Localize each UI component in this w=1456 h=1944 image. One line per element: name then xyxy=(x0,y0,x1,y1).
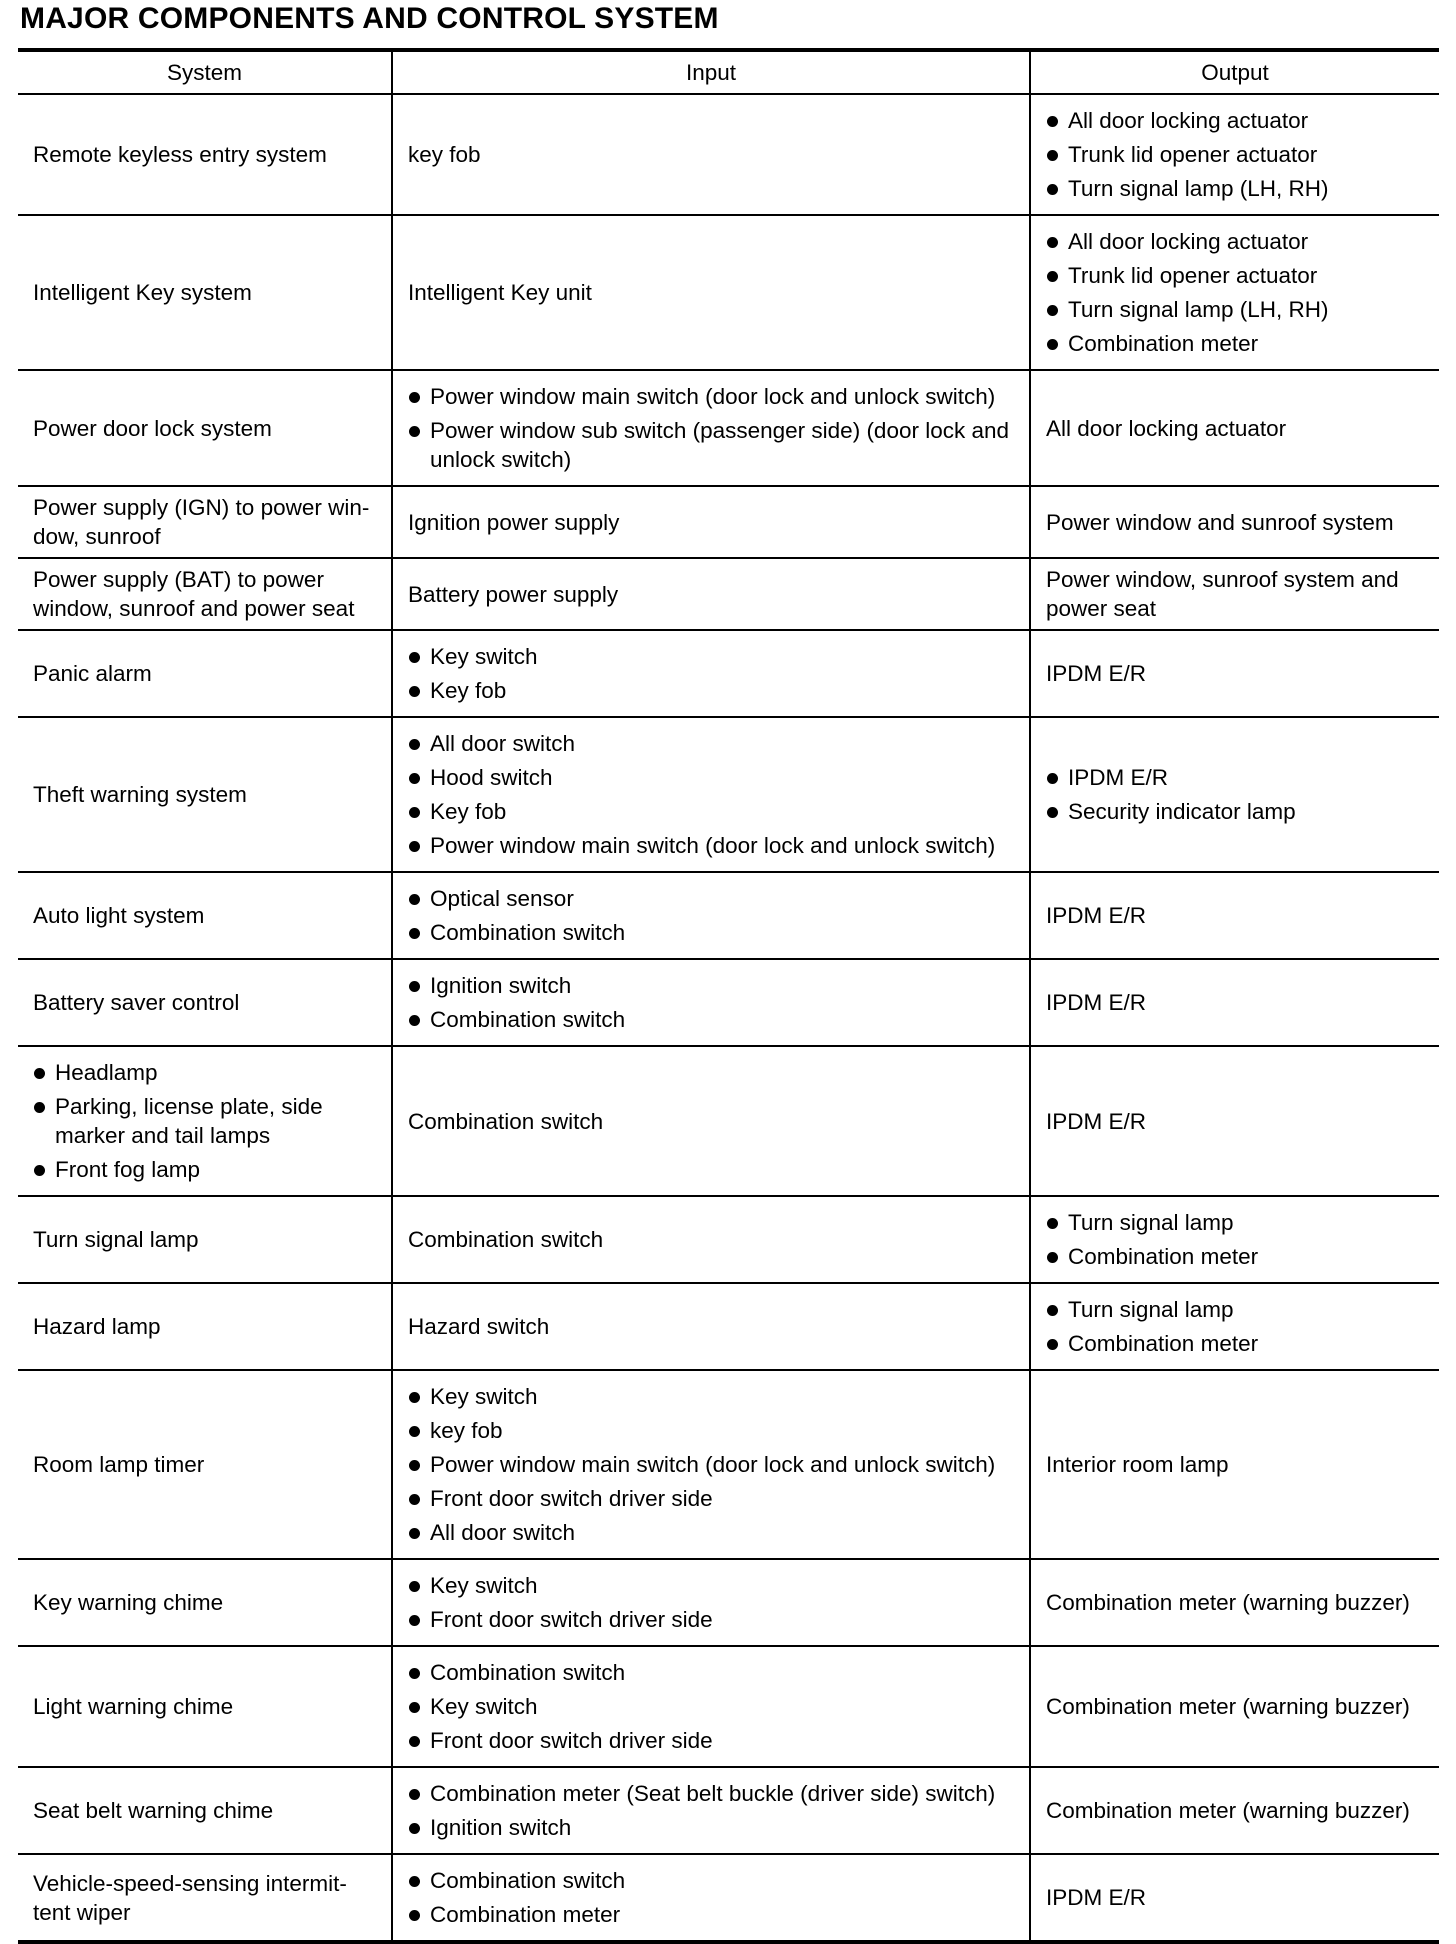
bullet-item: Power window main switch (door lock and unlock switch) xyxy=(408,831,1023,860)
table-row xyxy=(18,558,1439,630)
input-cell xyxy=(392,717,1030,872)
bullet-item: Turn signal lamp (LH, RH) xyxy=(1046,174,1433,203)
table-row xyxy=(18,1196,1439,1283)
bullet-item: Turn signal lamp (LH, RH) xyxy=(1046,295,1433,324)
system-cell xyxy=(18,94,392,215)
input-cell xyxy=(392,959,1030,1046)
bullet-item: Combination switch xyxy=(408,918,1023,947)
input-cell xyxy=(392,872,1030,959)
system-bullet-list xyxy=(33,1058,385,1184)
bullet-item: All door locking actuator xyxy=(1046,227,1433,256)
bullet-item: Key switch xyxy=(408,1692,1023,1721)
output-bullet-list xyxy=(1046,227,1433,358)
system-text: Battery saver control xyxy=(33,990,240,1015)
table-row xyxy=(18,486,1439,558)
bullet-item: Combination meter (Seat belt buckle (driver side) switch) xyxy=(408,1779,1023,1808)
table-row xyxy=(18,959,1439,1046)
header-output: Output xyxy=(1030,50,1439,94)
system-cell xyxy=(18,1370,392,1559)
system-cell xyxy=(18,872,392,959)
output-cell xyxy=(1030,1370,1439,1559)
input-bullet-list xyxy=(408,1779,1023,1842)
input-cell xyxy=(392,1646,1030,1767)
input-cell xyxy=(392,558,1030,630)
bullet-item: Front door switch driver side xyxy=(408,1726,1023,1755)
input-bullet-list xyxy=(408,1571,1023,1634)
input-cell xyxy=(392,94,1030,215)
output-bullet-list xyxy=(1046,763,1433,826)
output-text: IPDM E/R xyxy=(1046,1108,1147,1134)
output-text: Combination meter (warning buzzer) xyxy=(1046,1694,1410,1719)
system-text: Light warning chime xyxy=(33,1694,234,1719)
system-cell xyxy=(18,1854,392,1942)
bullet-item: Key fob xyxy=(408,676,1023,705)
output-cell xyxy=(1030,1283,1439,1370)
input-cell xyxy=(392,1196,1030,1283)
system-cell xyxy=(18,1283,392,1370)
input-text: Hazard switch xyxy=(408,1314,550,1339)
bullet-item: Combination meter xyxy=(1046,1242,1433,1271)
bullet-item: Combination meter xyxy=(1046,1329,1433,1358)
bullet-item: Headlamp xyxy=(33,1058,385,1087)
system-cell xyxy=(18,959,392,1046)
output-text: IPDM E/R xyxy=(1046,1885,1147,1910)
input-cell xyxy=(392,215,1030,370)
input-bullet-list xyxy=(408,642,1023,705)
input-cell xyxy=(392,1283,1030,1370)
input-bullet-list xyxy=(408,1658,1023,1755)
input-cell xyxy=(392,1854,1030,1942)
bullet-item: All door locking actuator xyxy=(1046,106,1433,135)
output-cell xyxy=(1030,959,1439,1046)
input-text: Battery power supply xyxy=(408,581,619,607)
bullet-item: Key fob xyxy=(408,797,1023,826)
output-text: Power window, sunroof system and power seat xyxy=(1046,567,1399,621)
output-cell xyxy=(1030,1646,1439,1767)
bullet-item: Optical sensor xyxy=(408,884,1023,913)
input-cell xyxy=(392,1046,1030,1196)
output-text: IPDM E/R xyxy=(1046,990,1147,1015)
input-bullet-list xyxy=(408,1866,1023,1929)
output-cell xyxy=(1030,1046,1439,1196)
output-cell xyxy=(1030,94,1439,215)
output-cell xyxy=(1030,630,1439,717)
output-cell xyxy=(1030,486,1439,558)
bullet-item: Ignition switch xyxy=(408,1813,1023,1842)
components-table xyxy=(18,48,1439,1944)
table-row xyxy=(18,1283,1439,1370)
input-cell xyxy=(392,1370,1030,1559)
bullet-item: Combination switch xyxy=(408,1866,1023,1895)
table-row xyxy=(18,1370,1439,1559)
bullet-item: Combination meter xyxy=(408,1900,1023,1929)
bullet-item: Key switch xyxy=(408,1382,1023,1411)
output-text: IPDM E/R xyxy=(1046,661,1147,686)
output-cell xyxy=(1030,370,1439,486)
input-cell xyxy=(392,370,1030,486)
bullet-item: Front door switch driver side xyxy=(408,1605,1023,1634)
bullet-item: Front door switch driver side xyxy=(408,1484,1023,1513)
bullet-item: Trunk lid opener actuator xyxy=(1046,261,1433,290)
output-text: Combination meter (warning buzzer) xyxy=(1046,1590,1410,1615)
output-bullet-list xyxy=(1046,1295,1433,1358)
table-row xyxy=(18,370,1439,486)
input-bullet-list xyxy=(408,1382,1023,1547)
bullet-item: Ignition switch xyxy=(408,971,1023,1000)
system-cell xyxy=(18,1646,392,1767)
system-text: Power supply (IGN) to power win- dow, sunroof xyxy=(33,495,370,549)
bullet-item: Security indicator lamp xyxy=(1046,797,1433,826)
output-bullet-list xyxy=(1046,106,1433,203)
header-system: System xyxy=(18,50,392,94)
output-cell xyxy=(1030,1559,1439,1646)
output-cell xyxy=(1030,558,1439,630)
system-text: Theft warning system xyxy=(33,782,247,807)
system-text: Vehicle-speed-sensing intermit- tent wiper xyxy=(33,1870,347,1925)
input-text: key fob xyxy=(408,142,481,167)
input-bullet-list xyxy=(408,971,1023,1034)
system-text: Room lamp timer xyxy=(33,1452,205,1477)
output-cell xyxy=(1030,872,1439,959)
output-cell xyxy=(1030,1767,1439,1854)
system-cell xyxy=(18,630,392,717)
system-cell xyxy=(18,370,392,486)
bullet-item: Combination meter xyxy=(1046,329,1433,358)
system-cell xyxy=(18,1196,392,1283)
output-text: Power window and sunroof system xyxy=(1046,509,1394,535)
bullet-item: All door switch xyxy=(408,1518,1023,1547)
table-body xyxy=(18,94,1439,1942)
table-row xyxy=(18,1854,1439,1942)
system-cell xyxy=(18,1046,392,1196)
system-text: Remote keyless entry system xyxy=(33,142,327,167)
page-title: MAJOR COMPONENTS AND CONTROL SYSTEM xyxy=(20,2,719,35)
input-text: Ignition power supply xyxy=(408,509,620,535)
table-row xyxy=(18,630,1439,717)
table-row xyxy=(18,872,1439,959)
input-cell xyxy=(392,486,1030,558)
bullet-item: Turn signal lamp xyxy=(1046,1208,1433,1237)
bullet-item: key fob xyxy=(408,1416,1023,1445)
system-text: Panic alarm xyxy=(33,661,152,686)
output-cell xyxy=(1030,1196,1439,1283)
output-cell xyxy=(1030,1854,1439,1942)
input-cell xyxy=(392,630,1030,717)
bullet-item: Front fog lamp xyxy=(33,1155,385,1184)
bullet-item: Parking, license plate, side marker and tail lamps xyxy=(33,1092,385,1150)
bullet-item: Hood switch xyxy=(408,763,1023,792)
system-text: Turn signal lamp xyxy=(33,1227,199,1252)
output-cell xyxy=(1030,717,1439,872)
table-row xyxy=(18,215,1439,370)
output-text: IPDM E/R xyxy=(1046,903,1147,928)
input-cell xyxy=(392,1767,1030,1854)
bullet-item: Trunk lid opener actuator xyxy=(1046,140,1433,169)
system-cell xyxy=(18,215,392,370)
table-row xyxy=(18,1646,1439,1767)
input-bullet-list xyxy=(408,382,1023,474)
header-input: Input xyxy=(392,50,1030,94)
input-bullet-list xyxy=(408,729,1023,860)
system-cell xyxy=(18,486,392,558)
bullet-item: All door switch xyxy=(408,729,1023,758)
bullet-item: Key switch xyxy=(408,1571,1023,1600)
bullet-item: Power window main switch (door lock and unlock switch) xyxy=(408,382,1023,411)
system-text: Auto light system xyxy=(33,903,205,928)
system-text: Seat belt warning chime xyxy=(33,1798,274,1823)
table-row xyxy=(18,1046,1439,1196)
output-text: All door locking actuator xyxy=(1046,415,1287,441)
output-cell xyxy=(1030,215,1439,370)
output-text: Interior room lamp xyxy=(1046,1452,1229,1477)
system-text: Power supply (BAT) to power window, sunroof and power seat xyxy=(33,567,355,621)
bullet-item: Key switch xyxy=(408,642,1023,671)
system-text: Intelligent Key system xyxy=(33,280,252,305)
bullet-item: IPDM E/R xyxy=(1046,763,1433,792)
system-cell xyxy=(18,1767,392,1854)
bullet-item: Turn signal lamp xyxy=(1046,1295,1433,1324)
bullet-item: Power window sub switch (passenger side) (door lock and unlock switch) xyxy=(408,416,1023,474)
system-text: Key warning chime xyxy=(33,1590,224,1615)
input-cell xyxy=(392,1559,1030,1646)
table-row xyxy=(18,717,1439,872)
system-cell xyxy=(18,717,392,872)
table-row xyxy=(18,1559,1439,1646)
system-text: Hazard lamp xyxy=(33,1314,161,1339)
bullet-item: Combination switch xyxy=(408,1005,1023,1034)
table-row xyxy=(18,1767,1439,1854)
bullet-item: Power window main switch (door lock and unlock switch) xyxy=(408,1450,1023,1479)
input-bullet-list xyxy=(408,884,1023,947)
output-bullet-list xyxy=(1046,1208,1433,1271)
bullet-item: Combination switch xyxy=(408,1658,1023,1687)
output-text: Combination meter (warning buzzer) xyxy=(1046,1798,1410,1823)
system-text: Power door lock system xyxy=(33,415,272,441)
table-header-row xyxy=(18,50,1439,94)
input-text: Combination switch xyxy=(408,1108,604,1134)
table-row xyxy=(18,94,1439,215)
system-cell xyxy=(18,558,392,630)
input-text: Combination switch xyxy=(408,1227,604,1252)
system-cell xyxy=(18,1559,392,1646)
input-text: Intelligent Key unit xyxy=(408,280,592,305)
